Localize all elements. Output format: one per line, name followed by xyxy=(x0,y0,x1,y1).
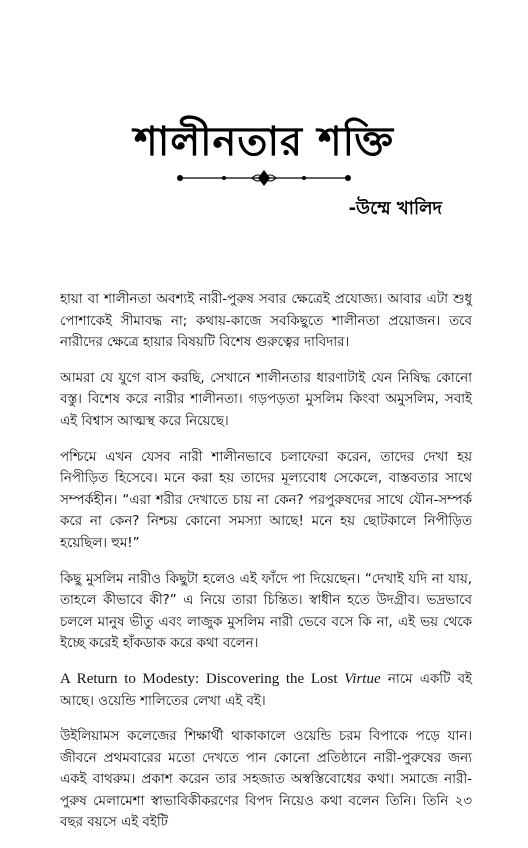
paragraph-2: আমরা যে যুগে বাস করছি, সেখানে শালীনতার ধারণাটাই যেন নিষিদ্ধ কোনো বস্তু। বিশেষ করে নারীর শালীনতা। গড়পড়তা মুসলিম কিংবা অমুসলিম, সবাই এই বিশ্বাস আত্মস্থ করে নিয়েছে। xyxy=(60,370,472,429)
book-title-italic: Virtue xyxy=(344,670,381,687)
paragraph-6: উইলিয়ামস কলেজের শিক্ষার্থী থাকাকালে ওয়েন্ডি চরম বিপাকে পড়ে যান। জীবনে প্রথমবারের মতো দেখতে পান কোনো প্রতিষ্ঠানে নারী-পুরুষের জন্য একই বাথরুম। প্রকাশ করেন তার সহজাত অস্বস্তিবোধের কথা। সমাজে নারী-পুরুষ মেলামেশা স্বাভাবিকীকরণের বিপদ নিয়েও কথা বলেন তিনি। তিনি ২৩ বছর বয়সে এই বইটি xyxy=(60,729,472,831)
article-body xyxy=(60,289,472,848)
author-name: -উম্মে খালিদ xyxy=(348,198,442,219)
book-title: A Return to Modesty: Discovering the Lost xyxy=(60,670,345,687)
paragraph-4: কিছু মুসলিম নারীও কিছুটা হলেও এই ফাঁদে পা দিয়েছেন। “দেখাই যদি না যায়, তাহলে কীভাবে কী?” এ নিয়ে তারা চিন্তিত। স্বাধীন হতে উদগ্রীব। ভদ্রভাবে চললে মানুষ ভীতু এবং লাজুক মুসলিম নারী ভেবে বসে কি না, এই ভয় থেকে ইচ্ছে করেই হাঁকডাক করে কথা বলেন। xyxy=(60,571,472,652)
page-title: শালীনতার শক্তি xyxy=(134,118,394,165)
paragraph-1: হায়া বা শালীনতা অবশ্যই নারী-পুরুষ সবার ক্ষেত্রেই প্রযোজ্য। আবার এটা শুধু পোশাকেই সীমাবদ্ধ না; কথায়-কাজে সবকিছুতে শালীনতা প্রয়োজন। তবে নারীদের ক্ষেত্রে হায়ার বিষয়টি বিশেষ গুরুত্বের দাবিদার। xyxy=(60,292,472,351)
paragraph-5 xyxy=(60,669,472,712)
paragraph-5-text: নামে একটি বই আছে। ওয়েন্ডি শালিতের লেখা এই বই। xyxy=(60,671,472,709)
ornament-divider xyxy=(174,168,354,188)
paragraph-3: পশ্চিমে এখন যেসব নারী শালীনভাবে চলাফেরা করেন, তাদের দেখা হয় নিপীড়িত হিসেবে। মনে করা হয় তাদের মূল্যবোধ সেকেলে, বাস্তবতার সাথে সম্পর্কহীন। “এরা শরীর দেখাতে চায় না কেন? পরপুরুষদের সাথে যৌন-সম্পর্ক করে না কেন? নিশ্চয় কোনো সমস্যা আছে! মনে হয় ছোটকালে নিপীড়িত হয়েছিল। হুম!” xyxy=(60,449,472,551)
